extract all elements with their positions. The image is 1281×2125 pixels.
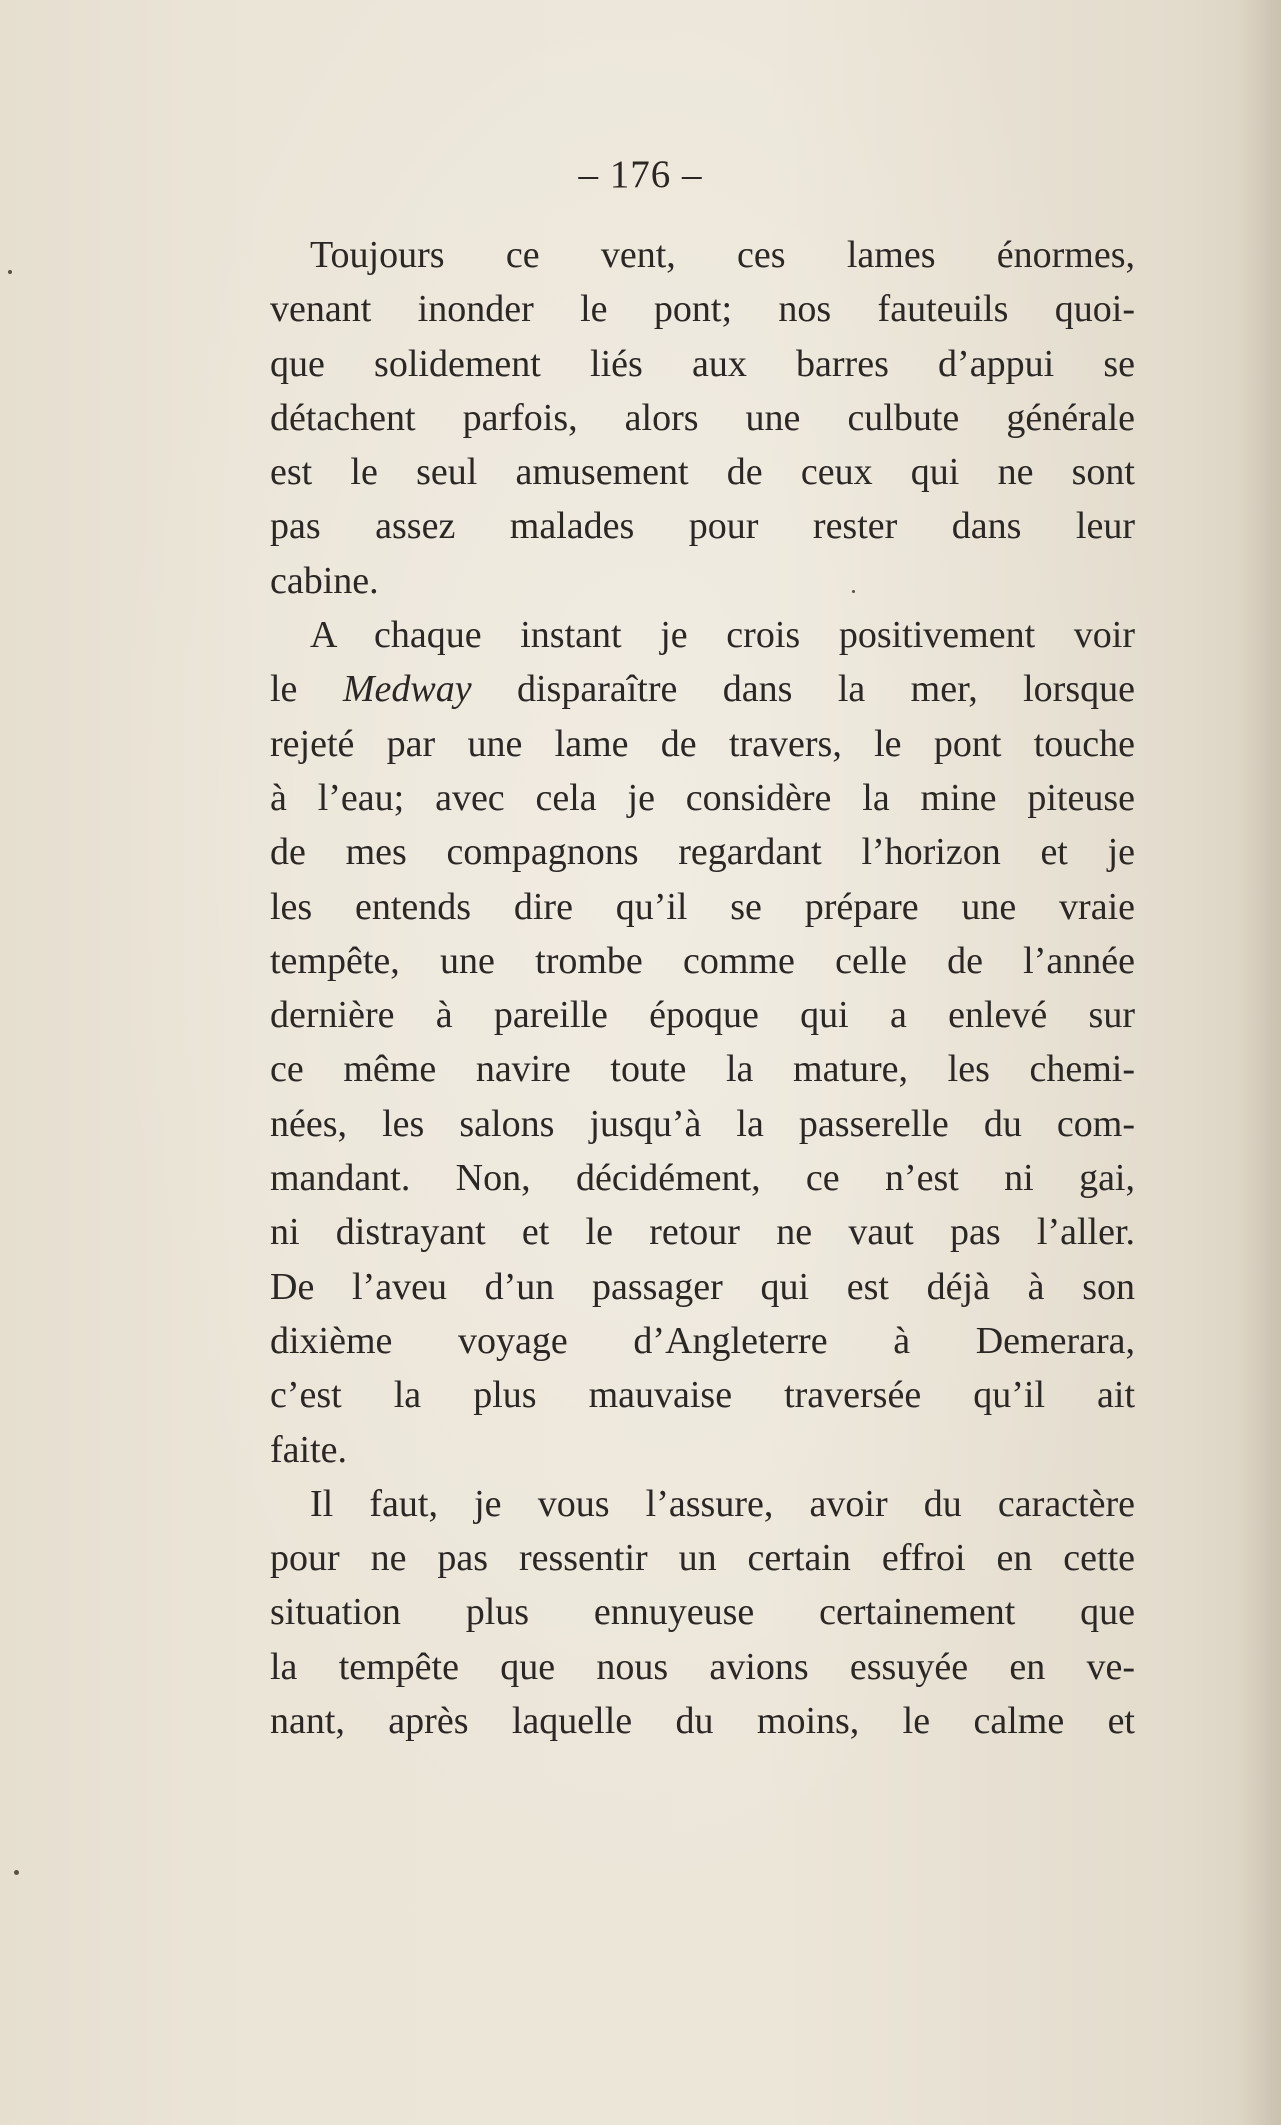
- text-line: mandant. Non, décidément, ce n’est ni gai,: [270, 1157, 1135, 1200]
- page-number: – 176 –: [578, 153, 703, 196]
- text-line: nant, après laquelle du moins, le calme et: [270, 1700, 1135, 1743]
- paper-speck: [852, 590, 855, 593]
- text-line: à l’eau; avec cela je considère la mine piteuse: [270, 776, 1135, 819]
- text-line: venant inonder le pont; nos fauteuils quoi-: [270, 288, 1135, 331]
- text-line: Toujours ce vent, ces lames énormes,: [310, 234, 1135, 276]
- text-line: cabine.: [270, 559, 379, 602]
- body-text: [270, 228, 1135, 1748]
- text-line: que solidement liés aux barres d’appui se: [270, 342, 1135, 385]
- text-line: est le seul amusement de ceux qui ne sont: [270, 451, 1135, 494]
- text-line: dixième voyage d’Angleterre à Demerara,: [270, 1319, 1135, 1362]
- text-line: c’est la plus mauvaise traversée qu’il ait: [270, 1374, 1135, 1417]
- text-line: ni distrayant et le retour ne vaut pas l’aller.: [270, 1211, 1135, 1254]
- text-line: situation plus ennuyeuse certainement que: [270, 1591, 1135, 1634]
- text-line: tempête, une trombe comme celle de l’année: [270, 939, 1135, 982]
- text-line: ce même navire toute la mature, les chemi-: [270, 1048, 1135, 1091]
- text-line: le Medway disparaître dans la mer, lorsque: [270, 668, 1135, 711]
- text-line: faite.: [270, 1428, 348, 1471]
- text-line: pour ne pas ressentir un certain effroi en cette: [270, 1537, 1135, 1580]
- text-line: de mes compagnons regardant l’horizon et je: [270, 831, 1135, 874]
- italic-ship-name: Medway: [342, 668, 472, 711]
- text-line: détachent parfois, alors une culbute générale: [270, 396, 1135, 439]
- paper-speck: [14, 1870, 19, 1875]
- text-line: pas assez malades pour rester dans leur: [270, 505, 1135, 548]
- text-line: Il faut, je vous l’assure, avoir du caractère: [310, 1482, 1135, 1525]
- text-line: les entends dire qu’il se prépare une vraie: [270, 885, 1135, 928]
- text-line: la tempête que nous avions essuyée en ve-: [270, 1645, 1135, 1688]
- text-line: rejeté par une lame de travers, le pont touche: [270, 722, 1135, 765]
- text-line: dernière à pareille époque qui a enlevé sur: [270, 994, 1135, 1037]
- text-line: nées, les salons jusqu’à la passerelle du com-: [270, 1102, 1135, 1145]
- text-line: A chaque instant je crois positivement voir: [310, 614, 1135, 657]
- paper-speck: [8, 270, 12, 274]
- text-line: De l’aveu d’un passager qui est déjà à son: [270, 1265, 1135, 1308]
